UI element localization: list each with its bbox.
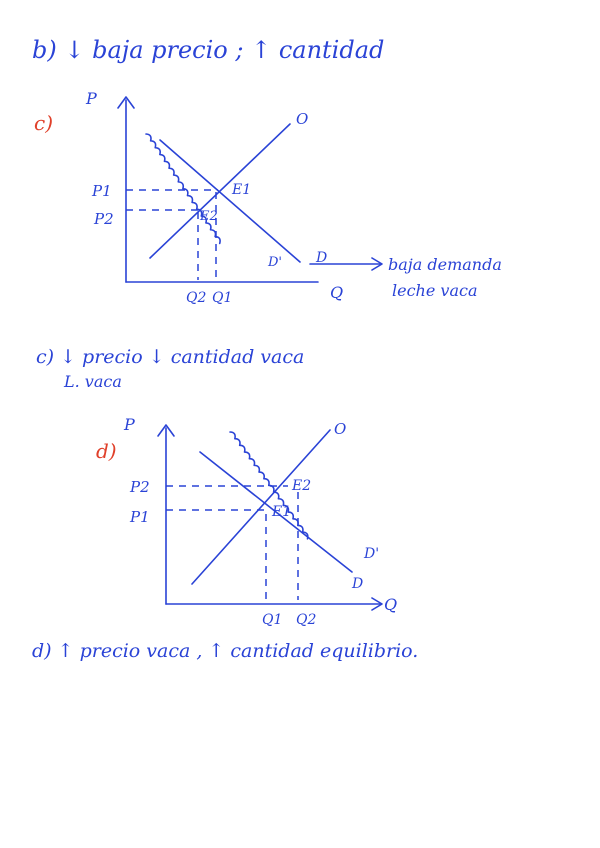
graph1-q1-label: Q1 [212,290,233,306]
graph2-p1-label: P1 [130,508,150,526]
note-b: b) ↓ baja precio ; ↑ cantidad [32,36,385,64]
graph-1 [34,89,502,306]
graph2-supply-curve [192,430,330,584]
graph1-x-label: Q [330,283,344,302]
graph1-demand-label: D [316,250,328,266]
note-c-line1: c) ↓ precio ↓ cantidad vaca [36,346,305,368]
graph1-part-label: c) [34,111,54,135]
graph1-q2-label: Q2 [186,290,207,306]
graph2-q2-label: Q2 [296,612,317,628]
graph1-eq2-label: E2 [200,209,218,224]
graph1-supply-label: O [296,110,309,128]
graph2-eq2-label: E2 [292,478,312,494]
graph2-eq1-label: E1 [272,504,292,520]
graph1-shifted-demand-label: D' [268,255,282,270]
graph1-new-demand-curve [160,140,300,262]
graph1-annotation-line1: baja demanda [388,255,502,274]
graph2-q1-label: Q1 [262,612,283,628]
graph-2 [96,415,397,628]
note-d: d) ↑ precio vaca , ↑ cantidad equilibrio. [32,640,419,662]
graph2-demand-label: D [352,576,364,592]
note-c-line2: L. vaca [64,372,122,391]
graph2-p2-label: P2 [130,478,150,496]
graph2-supply-label: O [334,420,347,438]
graph1-y-label: P [86,89,97,108]
graph2-shifted-demand-label: D' [364,546,380,562]
graph2-part-label: d) [96,439,117,463]
graph1-eq1-label: E1 [232,182,252,198]
graph1-p2-label: P2 [94,210,114,228]
graph1-annotation-line2: leche vaca [392,281,478,300]
graph2-y-label: P [124,415,135,434]
graph1-p1-label: P1 [92,182,112,200]
graph2-x-label: Q [384,595,398,614]
